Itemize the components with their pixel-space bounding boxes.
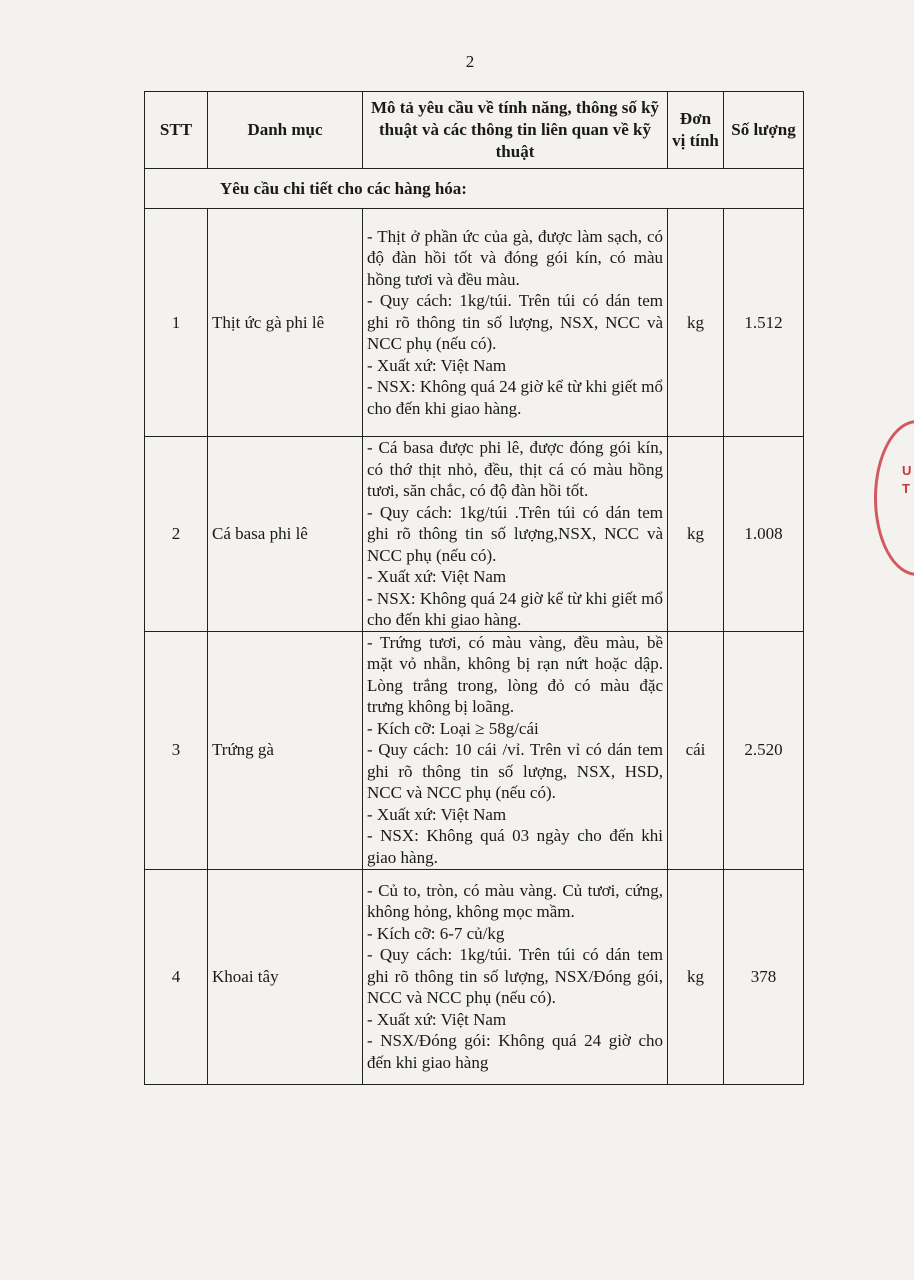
row-quantity: 378 — [724, 869, 804, 1084]
description-line: - Kích cỡ: 6-7 củ/kg — [367, 923, 505, 943]
description-line: - NSX: Không quá 03 ngày cho đến khi giao hàng. — [367, 826, 663, 867]
row-description — [363, 437, 668, 632]
specification-table — [144, 91, 804, 1085]
description-line: - Xuất xứ: Việt Nam — [367, 1009, 507, 1029]
page-number: 2 — [465, 52, 475, 71]
header-stt: STT — [145, 92, 208, 169]
table-row — [145, 631, 804, 869]
description-line: - Xuất xứ: Việt Nam — [367, 804, 507, 824]
description-line: - NSX/Đóng gói: Không quá 24 giờ cho đến khi giao hàng — [367, 1031, 663, 1072]
description-line: - Củ to, tròn, có màu vàng. Củ tươi, cứng, không hỏng, không mọc mầm. — [367, 880, 663, 922]
description-line: - Cá basa được phi lê, được đóng gói kín, có thớ thịt nhỏ, đều, thịt cá có màu hồng tươi, săn chắc, có độ đàn hồi tốt. — [367, 438, 663, 500]
description-line: - Kích cỡ: Loại ≥ 58g/cái — [367, 718, 539, 738]
section-title: Yêu cầu chi tiết cho các hàng hóa: — [145, 169, 804, 209]
row-category: Cá basa phi lê — [208, 437, 363, 632]
table-row — [145, 869, 804, 1084]
header-quantity: Số lượng — [724, 92, 804, 169]
description-line: - NSX: Không quá 24 giờ kể từ khi giết mổ cho đến khi giao hàng. — [367, 377, 663, 418]
section-row — [145, 169, 804, 209]
header-category: Danh mục — [208, 92, 363, 169]
description-line: - Xuất xứ: Việt Nam — [367, 567, 507, 586]
row-category: Trứng gà — [208, 631, 363, 869]
table-header-row — [145, 92, 804, 169]
row-category: Khoai tây — [208, 869, 363, 1084]
row-description — [363, 631, 668, 869]
table-row — [145, 437, 804, 632]
description-line: - Trứng tươi, có màu vàng, đều màu, bề mặt vỏ nhẵn, không bị rạn nứt hoặc dập. Lòng trắng trong, lòng đỏ có màu đặc trưng không bị loãng. — [367, 632, 663, 717]
row-stt: 1 — [145, 209, 208, 437]
row-unit: cái — [668, 631, 724, 869]
row-quantity: 2.520 — [724, 631, 804, 869]
row-unit: kg — [668, 209, 724, 437]
row-category: Thịt ức gà phi lê — [208, 209, 363, 437]
row-unit: kg — [668, 437, 724, 632]
description-line: - Quy cách: 1kg/túi. Trên túi có dán tem ghi rõ thông tin số lượng, NSX, NCC và NCC phụ (nếu có). — [367, 291, 663, 354]
description-line: - NSX: Không quá 24 giờ kể từ khi giết mổ cho đến khi giao hàng. — [367, 588, 663, 629]
row-stt: 2 — [145, 437, 208, 632]
table-row — [145, 209, 804, 437]
header-unit: Đơn vị tính — [668, 92, 724, 169]
row-description — [363, 209, 668, 437]
header-description: Mô tả yêu cầu về tính năng, thông số kỹ thuật và các thông tin liên quan về kỹ thuật — [363, 92, 668, 169]
description-line: - Thịt ở phần ức của gà, được làm sạch, có độ đàn hồi tốt và đóng gói kín, có màu hồng tươi và đều màu. — [367, 226, 663, 289]
seal-text: U T — [902, 463, 912, 496]
description-line: - Xuất xứ: Việt Nam — [367, 355, 507, 375]
row-description — [363, 869, 668, 1084]
row-quantity: 1.512 — [724, 209, 804, 437]
description-line: - Quy cách: 10 cái /vỉ. Trên vỉ có dán tem ghi rõ thông tin số lượng, NSX, HSD, NCC và NCC phụ (nếu có). — [367, 740, 663, 803]
row-stt: 4 — [145, 869, 208, 1084]
description-line: - Quy cách: 1kg/túi. Trên túi có dán tem ghi rõ thông tin số lượng, NSX/Đóng gói, NCC và NCC phụ (nếu có). — [367, 945, 663, 1008]
row-stt: 3 — [145, 631, 208, 869]
description-line: - Quy cách: 1kg/túi .Trên túi có dán tem ghi rõ thông tin số lượng,NSX, NCC và NCC phụ (nếu có). — [367, 502, 663, 565]
row-quantity: 1.008 — [724, 437, 804, 632]
row-unit: kg — [668, 869, 724, 1084]
red-seal-stamp — [874, 420, 914, 576]
